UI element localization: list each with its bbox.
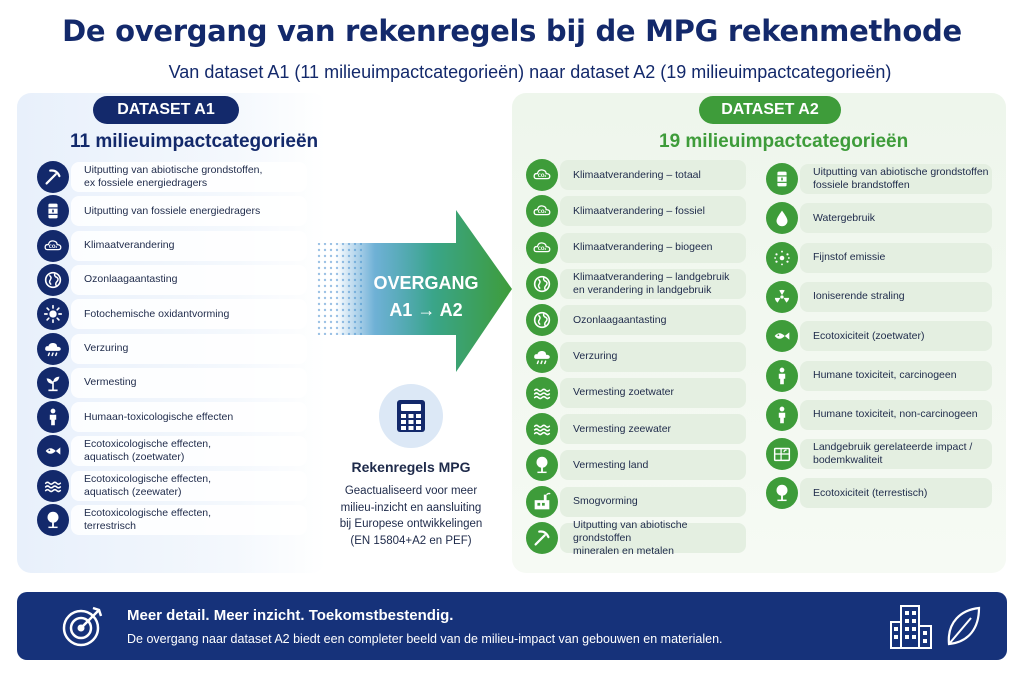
category-item xyxy=(766,398,992,432)
category-item-label: Klimaatverandering – biogeen xyxy=(573,241,713,254)
category-item xyxy=(766,437,992,471)
oil-barrel-icon xyxy=(766,163,798,195)
co2-cloud-icon xyxy=(526,195,558,227)
category-item-label: Ozonlaagaantasting xyxy=(84,273,178,286)
page-title: De overgang van rekenregels bij de MPG rekenmethode xyxy=(62,14,962,48)
category-item-label: Vermesting land xyxy=(573,458,649,471)
category-item-label: Klimaatverandering – fossiel xyxy=(573,204,705,217)
rules-desc-line: Geactualiseerd voor meer milieu-inzicht en aansluiting bij Europese ontwikkelingen (EN 15804+A2 en PEF) xyxy=(339,485,483,547)
category-item xyxy=(37,400,307,434)
category-item xyxy=(526,303,746,337)
dataset-a2-count: 19 milieuimpactcategorieën xyxy=(659,131,909,152)
particles-icon xyxy=(766,242,798,274)
category-item-label: Klimaatverandering xyxy=(84,239,175,252)
category-item-label: Vermesting zeewater xyxy=(573,422,672,435)
category-item-label: Ecotoxiciteit (terrestisch) xyxy=(813,486,928,499)
category-item-label: Watergebruik xyxy=(813,211,876,224)
radiation-icon xyxy=(766,281,798,313)
footer-headline: Meer detail. Meer inzicht. Toekomstbestendig. xyxy=(127,607,454,624)
person-icon xyxy=(766,360,798,392)
category-item xyxy=(766,359,992,393)
category-item-label: Uitputting van abiotische grondstoffen mineralen en metalen xyxy=(573,518,688,557)
arrow-label-line1: OVERGANG xyxy=(373,273,479,293)
rain-cloud-icon xyxy=(526,341,558,373)
sun-icon xyxy=(37,298,69,330)
category-item-label: Landgebruik gerelateerde impact / bodemkwaliteit xyxy=(813,441,973,467)
rules-description xyxy=(326,483,496,549)
category-item-label: Uitputting van fossiele energiedragers xyxy=(84,204,261,217)
category-item xyxy=(37,434,307,468)
category-item xyxy=(526,231,746,265)
category-item-label: Ecotoxicologische effecten, aquatisch (zeewater) xyxy=(84,472,212,498)
category-item xyxy=(526,485,746,519)
buildings-icon xyxy=(887,602,935,650)
category-item-label: Ecotoxiciteit (zoetwater) xyxy=(813,329,925,342)
category-item xyxy=(37,469,307,503)
category-item xyxy=(37,297,307,331)
category-item xyxy=(526,448,746,482)
category-item-label: Smogvorming xyxy=(573,495,638,508)
category-item-label: Humane toxiciteit, non-carcinogeen xyxy=(813,408,978,421)
category-item-label: Uitputting van abiotische grondstoffen, ex fossiele energiedragers xyxy=(84,164,263,189)
category-item-label: Vermesting zoetwater xyxy=(573,386,674,399)
category-item-label: Fijnstof emissie xyxy=(813,251,886,264)
category-item xyxy=(526,412,746,446)
water-drop-icon xyxy=(766,202,798,234)
category-item xyxy=(526,518,746,557)
category-item xyxy=(526,158,746,192)
category-item-label: Klimaatverandering – landgebruik en verandering in landgebruik xyxy=(573,270,730,296)
category-item xyxy=(766,476,992,510)
oil-barrel-icon xyxy=(37,195,69,227)
tree-icon xyxy=(766,477,798,509)
category-item-label: Ecotoxicologische effecten, aquatisch (zoetwater) xyxy=(84,438,212,464)
category-item-label: Humane toxiciteit, carcinogeen xyxy=(813,369,957,381)
category-item xyxy=(766,162,992,196)
fish-icon xyxy=(766,320,798,352)
tree-icon xyxy=(37,504,69,536)
pickaxe-icon xyxy=(37,161,69,193)
dataset-a1-count: 11 milieuimpactcategorieën xyxy=(70,131,319,152)
category-item-label: Verzuring xyxy=(84,342,129,354)
category-item-label: Ozonlaagaantasting xyxy=(573,313,667,326)
category-item xyxy=(37,366,307,400)
category-item xyxy=(37,263,307,297)
rain-cloud-icon xyxy=(37,333,69,365)
category-item-label: Uitputting van abiotische grondstoffen fossiele brandstoffen xyxy=(813,166,989,191)
category-item xyxy=(37,194,307,228)
globe-icon xyxy=(37,264,69,296)
category-item-label: Humaan-toxicologische effecten xyxy=(84,410,234,423)
pickaxe-icon xyxy=(526,522,558,554)
footer-banner xyxy=(17,592,1007,660)
calculator-icon xyxy=(379,384,443,448)
category-item-label: Ecotoxicologische effecten, terrestrisch xyxy=(84,507,212,532)
page-subtitle: Van dataset A1 (11 milieuimpactcategorieën) naar dataset A2 (19 milieuimpactcategorieën) xyxy=(168,62,892,82)
category-item-label: Vermesting xyxy=(84,376,137,389)
target-icon xyxy=(61,604,105,648)
category-item xyxy=(526,376,746,410)
globe-icon xyxy=(526,268,558,300)
dataset-a2-badge: DATASET A2 xyxy=(699,96,841,124)
category-item xyxy=(526,267,746,301)
svg-text:CO₂: CO₂ xyxy=(537,209,547,215)
category-item xyxy=(37,229,307,263)
waves-icon xyxy=(526,413,558,445)
waves-icon xyxy=(526,377,558,409)
person-icon xyxy=(37,401,69,433)
category-item xyxy=(766,280,992,314)
svg-text:CO₂: CO₂ xyxy=(537,245,547,251)
globe-icon xyxy=(526,304,558,336)
plant-icon xyxy=(37,367,69,399)
tree-icon xyxy=(526,449,558,481)
person-icon xyxy=(766,399,798,431)
category-item-label: Klimaatverandering – totaal xyxy=(573,168,701,181)
category-item xyxy=(37,160,307,194)
category-item xyxy=(37,503,307,537)
waves-icon xyxy=(37,470,69,502)
transition-arrow-label xyxy=(370,270,482,324)
factory-icon xyxy=(526,486,558,518)
co2-cloud-icon xyxy=(526,159,558,191)
rules-title: Rekenregels MPG xyxy=(351,459,471,475)
leaf-icon xyxy=(943,604,983,648)
category-item-label: Fotochemische oxidantvorming xyxy=(84,307,230,320)
category-item-label: Ioniserende straling xyxy=(813,290,905,303)
category-item-label: Verzuring xyxy=(573,350,618,362)
category-item xyxy=(766,201,992,235)
arrow-label-line2: A1 → A2 xyxy=(389,300,463,320)
svg-text:CO₂: CO₂ xyxy=(537,173,547,179)
category-item xyxy=(526,340,746,374)
footer-text: De overgang naar dataset A2 biedt een completer beeld van de milieu-impact van gebouwen en materialen. xyxy=(127,632,723,646)
fish-icon xyxy=(37,435,69,467)
category-item xyxy=(37,332,307,366)
category-item xyxy=(526,194,746,228)
dataset-a1-badge: DATASET A1 xyxy=(93,96,239,124)
co2-cloud-icon xyxy=(526,232,558,264)
category-item xyxy=(766,241,992,275)
land-icon xyxy=(766,438,798,470)
svg-text:CO₂: CO₂ xyxy=(48,243,58,249)
category-item xyxy=(766,319,992,353)
co2-cloud-icon xyxy=(37,230,69,262)
